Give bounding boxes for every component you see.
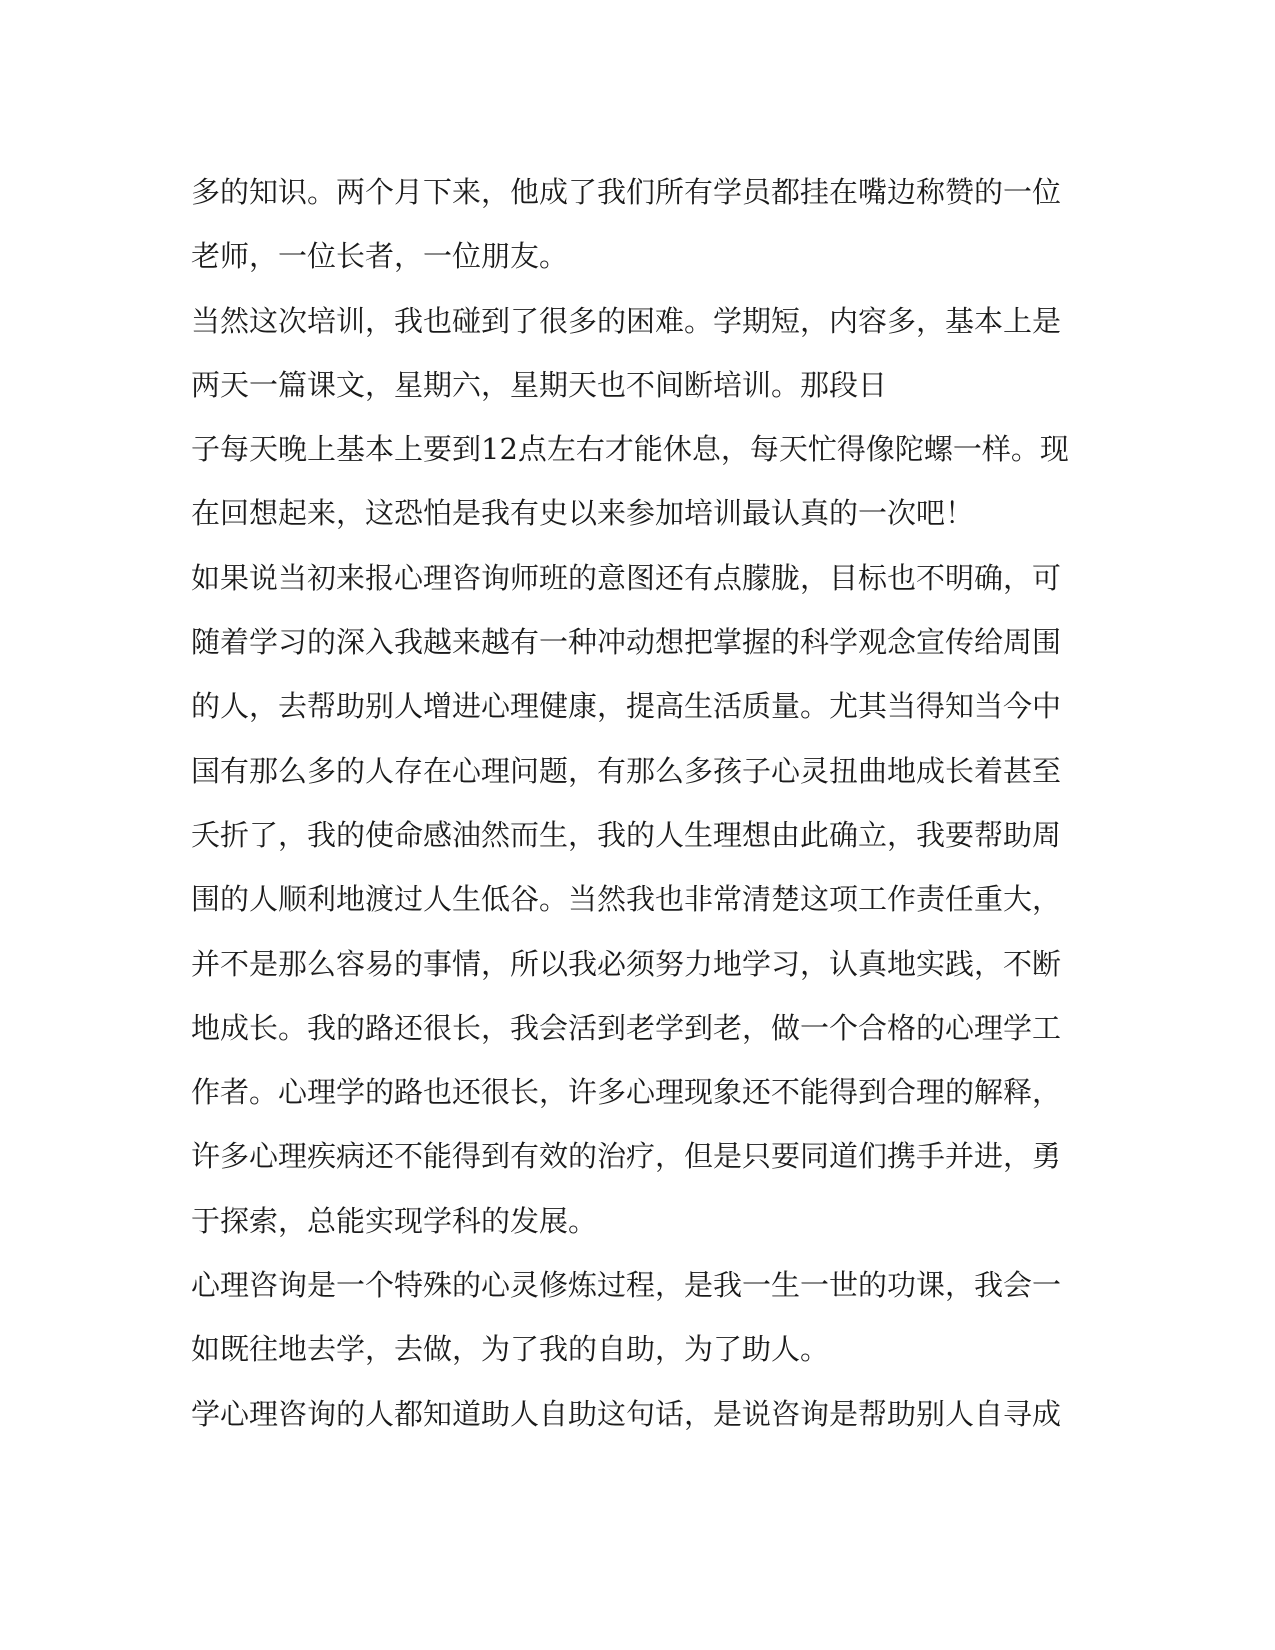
text-line: 并不是那么容易的事情，所以我必须努力地学习，认真地实践，不断 bbox=[191, 946, 1062, 981]
text-line: 随着学习的深入我越来越有一种冲动想把掌握的科学观念宣传给周围 bbox=[191, 625, 1062, 660]
text-line: 多的知识。两个月下来，他成了我们所有学员都挂在嘴边称赞的一位 bbox=[191, 175, 1062, 209]
text-line: 如果说当初来报心理咨询师班的意图还有点朦胧，目标也不明确，可 bbox=[191, 560, 1062, 595]
text-line: 国有那么多的人存在心理问题，有那么多孩子心灵扭曲地成长着甚至 bbox=[191, 753, 1062, 788]
text-line: 老师，一位长者，一位朋友。 bbox=[191, 239, 569, 274]
document-body bbox=[191, 160, 1071, 1446]
text-line: 如既往地去学，去做，为了我的自助，为了助人。 bbox=[191, 1332, 830, 1367]
text-line: 的人，去帮助别人增进心理健康，提高生活质量。尤其当得知当今中 bbox=[191, 689, 1062, 724]
text-line: 于探索，总能实现学科的发展。 bbox=[191, 1203, 598, 1238]
text-line: 夭折了，我的使命感油然而生，我的人生理想由此确立，我要帮助周 bbox=[191, 817, 1062, 852]
text-line: 作者。心理学的路也还很长，许多心理现象还不能得到合理的解释， bbox=[191, 1075, 1062, 1110]
text-line: 在回想起来，这恐怕是我有史以来参加培训最认真的一次吧！ bbox=[191, 496, 975, 531]
text-line: 心理咨询是一个特殊的心灵修炼过程，是我一生一世的功课，我会一 bbox=[191, 1268, 1062, 1303]
text-line: 学心理咨询的人都知道助人自助这句话，是说咨询是帮助别人自寻成 bbox=[191, 1396, 1062, 1431]
text-line: 当然这次培训，我也碰到了很多的困难。学期短，内容多，基本上是 bbox=[191, 303, 1062, 338]
text-line: 子每天晚上基本上要到12点左右才能休息，每天忙得像陀螺一样。现 bbox=[191, 432, 1069, 467]
text-line: 地成长。我的路还很长，我会活到老学到老，做一个合格的心理学工 bbox=[191, 1010, 1062, 1045]
text-line: 围的人顺利地渡过人生低谷。当然我也非常清楚这项工作责任重大， bbox=[191, 882, 1062, 917]
text-line: 两天一篇课文，星期六，星期天也不间断培训。那段日 bbox=[191, 367, 888, 402]
text-line: 许多心理疾病还不能得到有效的治疗，但是只要同道们携手并进，勇 bbox=[191, 1139, 1062, 1174]
